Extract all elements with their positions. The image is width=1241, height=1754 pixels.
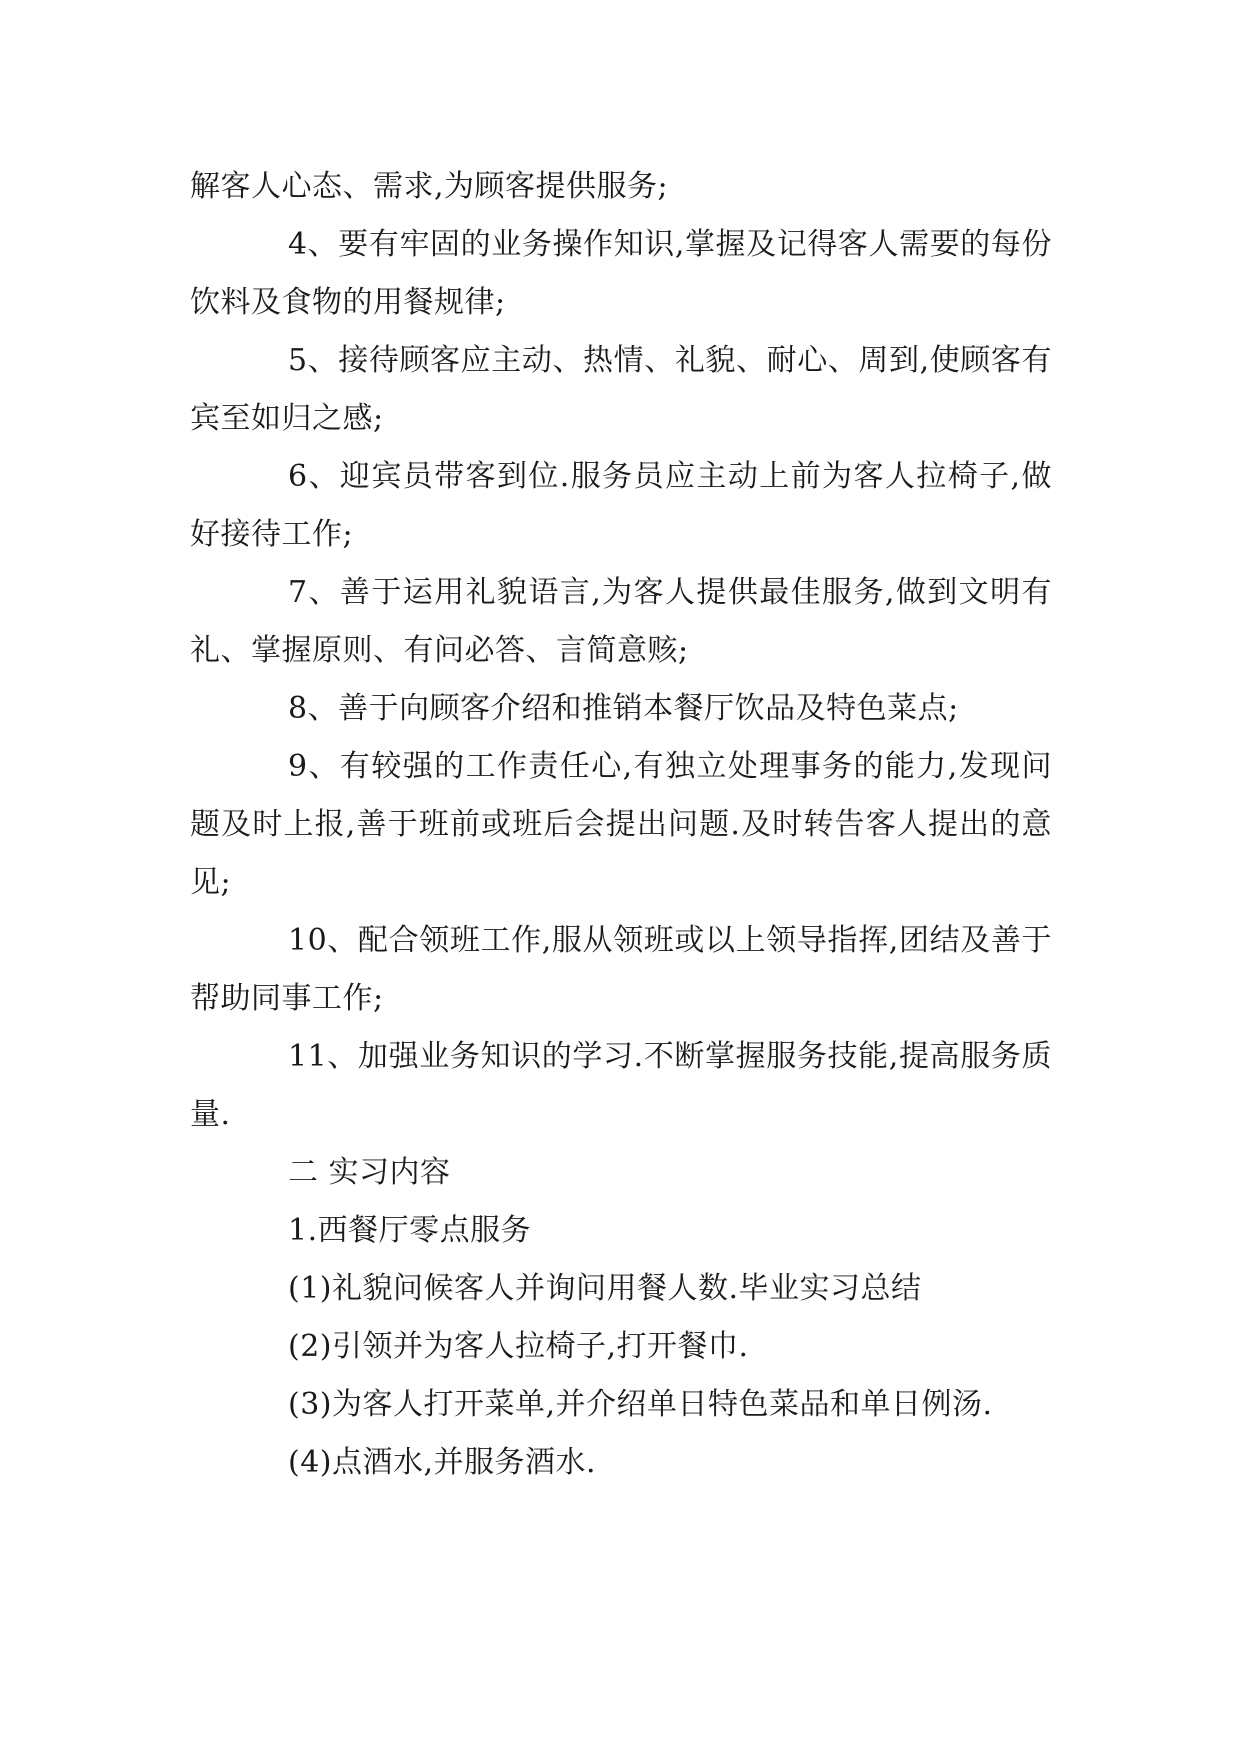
document-body — [190, 158, 1052, 1492]
paragraph-item-10: 10、配合领班工作,服从领班或以上领导指挥,团结及善于帮助同事工作; — [190, 923, 1052, 1016]
paragraph-continuation: 解客人心态、需求,为顾客提供服务; — [190, 169, 669, 204]
step-2: (2)引领并为客人拉椅子,打开餐巾. — [288, 1329, 749, 1364]
paragraph-item-6: 6、迎宾员带客到位.服务员应主动上前为客人拉椅子,做好接待工作; — [190, 459, 1052, 552]
paragraph-item-8: 8、善于向顾客介绍和推销本餐厅饮品及特色菜点; — [288, 691, 959, 726]
step-1: (1)礼貌问候客人并询问用餐人数.毕业实习总结 — [288, 1271, 922, 1306]
step-4: (4)点酒水,并服务酒水. — [288, 1445, 597, 1480]
paragraph-item-9: 9、有较强的工作责任心,有独立处理事务的能力,发现问题及时上报,善于班前或班后会提出问题.及时转告客人提出的意见; — [190, 749, 1052, 900]
paragraph-item-7: 7、善于运用礼貌语言,为客人提供最佳服务,做到文明有礼、掌握原则、有问必答、言简意赅; — [190, 575, 1052, 668]
section-heading: 二 实习内容 — [288, 1155, 451, 1190]
paragraph-item-11: 11、加强业务知识的学习.不断掌握服务技能,提高服务质量. — [190, 1039, 1052, 1132]
paragraph-item-4: 4、要有牢固的业务操作知识,掌握及记得客人需要的每份饮料及食物的用餐规律; — [190, 227, 1052, 320]
step-3: (3)为客人打开菜单,并介绍单日特色菜品和单日例汤. — [288, 1387, 993, 1422]
subsection-heading: 1.西餐厅零点服务 — [288, 1213, 532, 1248]
paragraph-item-5: 5、接待顾客应主动、热情、礼貌、耐心、周到,使顾客有宾至如归之感; — [190, 343, 1052, 436]
